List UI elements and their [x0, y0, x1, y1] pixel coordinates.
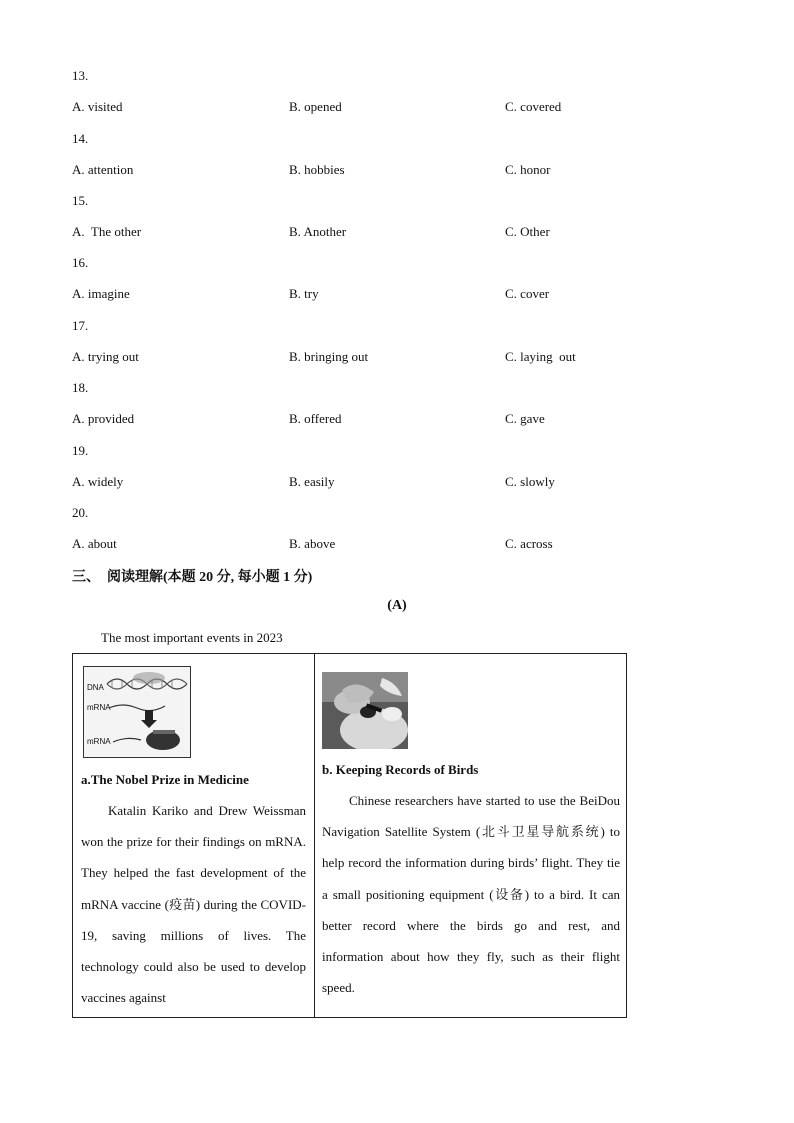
option-a: A. widely	[72, 474, 124, 489]
dna-label: DNA	[87, 683, 104, 692]
option-b: B. try	[289, 286, 319, 301]
option-b: B. offered	[289, 411, 342, 426]
option-c: C. cover	[505, 286, 550, 301]
option-b: B. above	[289, 536, 336, 551]
option-a: A. provided	[72, 411, 135, 426]
event-text-nobel: Katalin Kariko and Drew Weissman won the prize for their findings on mRNA. They helped the fast development of the mRNA vaccine (疫苗) during the COVID-19, saving millions of lives. The technology could also be used to develop vaccines against	[81, 803, 306, 1006]
option-c: C. Other	[505, 224, 550, 239]
bird-tracking-photo	[322, 672, 408, 749]
option-a: A. about	[72, 536, 117, 551]
section-title: 三、 阅读理解(本题 20 分, 每小题 1 分)	[72, 570, 313, 585]
option-b: B. Another	[289, 224, 347, 239]
event-cell-birds	[315, 654, 627, 1017]
question-number: 17.	[72, 318, 89, 333]
option-a: A. attention	[72, 162, 134, 177]
question-number: 13.	[72, 68, 89, 83]
events-table	[72, 653, 627, 1018]
option-b: B. bringing out	[289, 349, 369, 364]
event-cell-nobel	[73, 654, 314, 1017]
question-number: 19.	[72, 443, 89, 458]
option-b: B. hobbies	[289, 162, 345, 177]
mrna-diagram-image	[83, 666, 191, 758]
option-c: C. gave	[505, 411, 545, 426]
question-number: 18.	[72, 380, 89, 395]
option-a: A. imagine	[72, 286, 130, 301]
mrna-label-top: mRNA	[87, 703, 111, 712]
question-number: 14.	[72, 131, 89, 146]
option-c: C. covered	[505, 99, 562, 114]
passage-label: (A)	[387, 598, 407, 613]
option-b: B. opened	[289, 99, 342, 114]
table-caption: The most important events in 2023	[101, 630, 283, 645]
event-title-birds: b. Keeping Records of Birds	[322, 762, 479, 777]
option-a: A. visited	[72, 99, 123, 114]
option-c: C. across	[505, 536, 553, 551]
option-b: B. easily	[289, 474, 335, 489]
option-c: C. laying out	[505, 349, 576, 364]
event-title-nobel: a.The Nobel Prize in Medicine	[81, 772, 249, 787]
option-c: C. slowly	[505, 474, 555, 489]
option-c: C. honor	[505, 162, 551, 177]
event-text-birds: Chinese researchers have started to use the BeiDou Navigation Satellite System (北斗卫星导航系统) to help record the information during birds’ flight. They tie a small positioning equipment (设备) to a bird. It can better record where the birds go and rest, and information about how they fly, such as their flight speed.	[322, 793, 620, 996]
option-a: A. trying out	[72, 349, 139, 364]
question-number: 15.	[72, 193, 89, 208]
question-number: 16.	[72, 255, 89, 270]
mrna-label-bottom: mRNA	[87, 737, 111, 746]
question-number: 20.	[72, 505, 89, 520]
option-a: A. The other	[72, 224, 142, 239]
